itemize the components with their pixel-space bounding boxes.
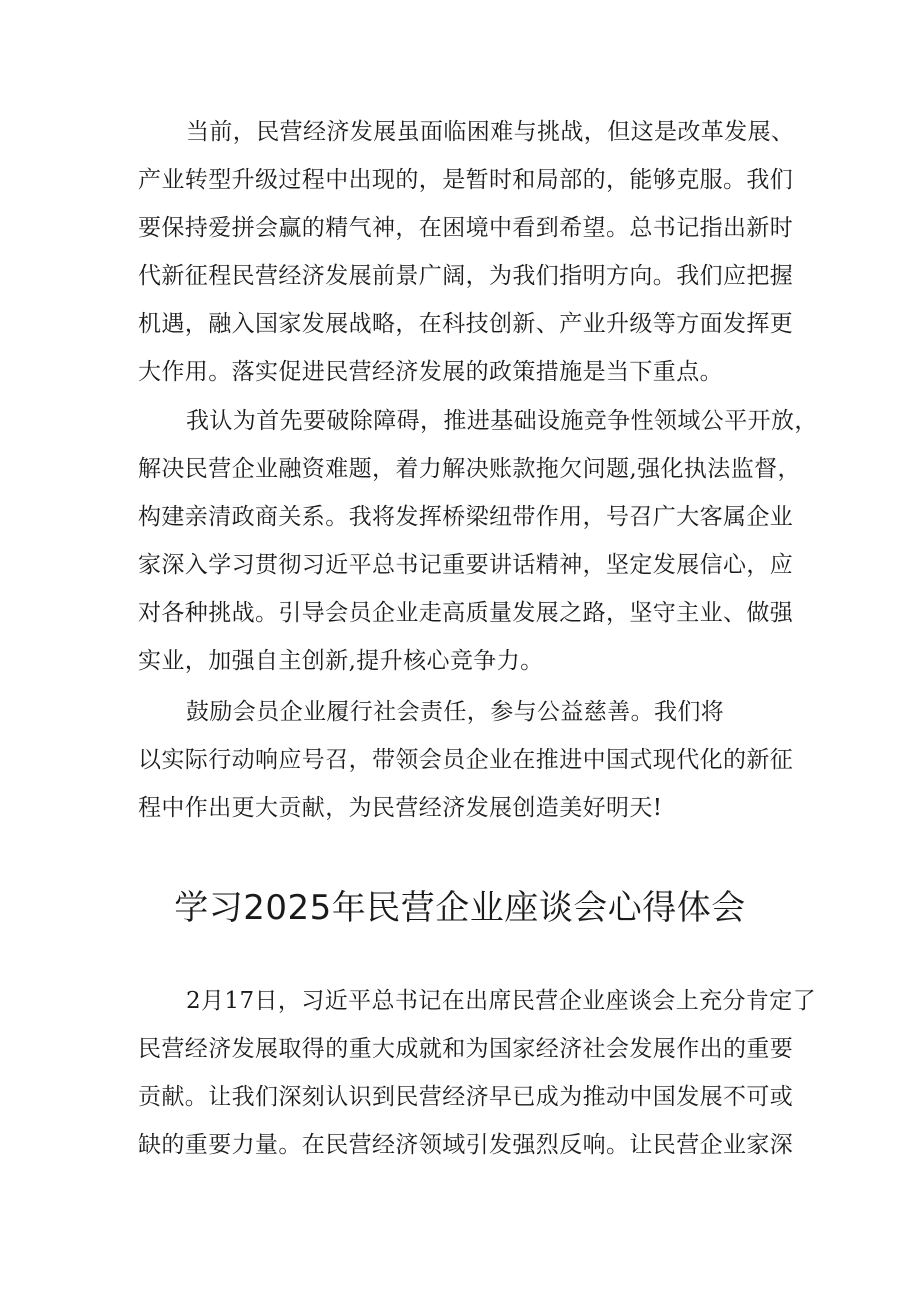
paragraph-line: 机遇，融入国家发展战略，在科技创新、产业升级等方面发挥更: [138, 311, 794, 337]
paragraph-line: 大作用。落实促进民营经济发展的政策措施是当下重点。: [138, 359, 723, 385]
paragraph-line: 当前，民营经济发展虽面临困难与挑战，但这是改革发展、: [186, 119, 795, 145]
paragraph-line: 构建亲清政商关系。我将发挥桥梁纽带作用，号召广大客属企业: [138, 504, 794, 530]
paragraph-line: 以实际行动响应号召，带领会员企业在推进中国式现代化的新征: [138, 747, 794, 773]
paragraph-line: 贡献。让我们深刻认识到民营经济早已成为推动中国发展不可或: [138, 1084, 794, 1110]
paragraph-line: 程中作出更大贡献，为民营经济发展创造美好明天!: [138, 795, 663, 821]
paragraph-line: 缺的重要力量。在民营经济领域引发强烈反响。让民营企业家深: [138, 1132, 794, 1158]
paragraph-line: 对各种挑战。引导会员企业走高质量发展之路，坚守主业、做强: [138, 600, 794, 626]
paragraph-line: 鼓励会员企业履行社会责任，参与公益慈善。我们将: [186, 699, 725, 725]
paragraph-line: 要保持爱拼会赢的精气神，在困境中看到希望。总书记指出新时: [138, 215, 794, 241]
paragraph-line: 2月17日，习近平总书记在出席民营企业座谈会上充分肯定了: [186, 988, 817, 1014]
paragraph-line: 代新征程民营经济发展前景广阔，为我们指明方向。我们应把握: [138, 263, 794, 289]
paragraph-line: 我认为首先要破除障碍，推进基础设施竞争性领域公平开放，: [186, 408, 818, 434]
paragraph-line: 产业转型升级过程中出现的，是暂时和局部的，能够克服。我们: [138, 167, 794, 193]
section-title: 学习2025年民营企业座谈会心得体会: [174, 888, 746, 928]
paragraph-line: 实业，加强自主创新,提升核心竞争力。: [138, 648, 544, 674]
paragraph-line: 解决民营企业融资难题，着力解决账款拖欠问题,强化执法监督，: [138, 456, 801, 482]
paragraph-line: 家深入学习贯彻习近平总书记重要讲话精神，坚定发展信心，应: [138, 552, 794, 578]
paragraph-line: 民营经济发展取得的重大成就和为国家经济社会发展作出的重要: [138, 1036, 794, 1062]
